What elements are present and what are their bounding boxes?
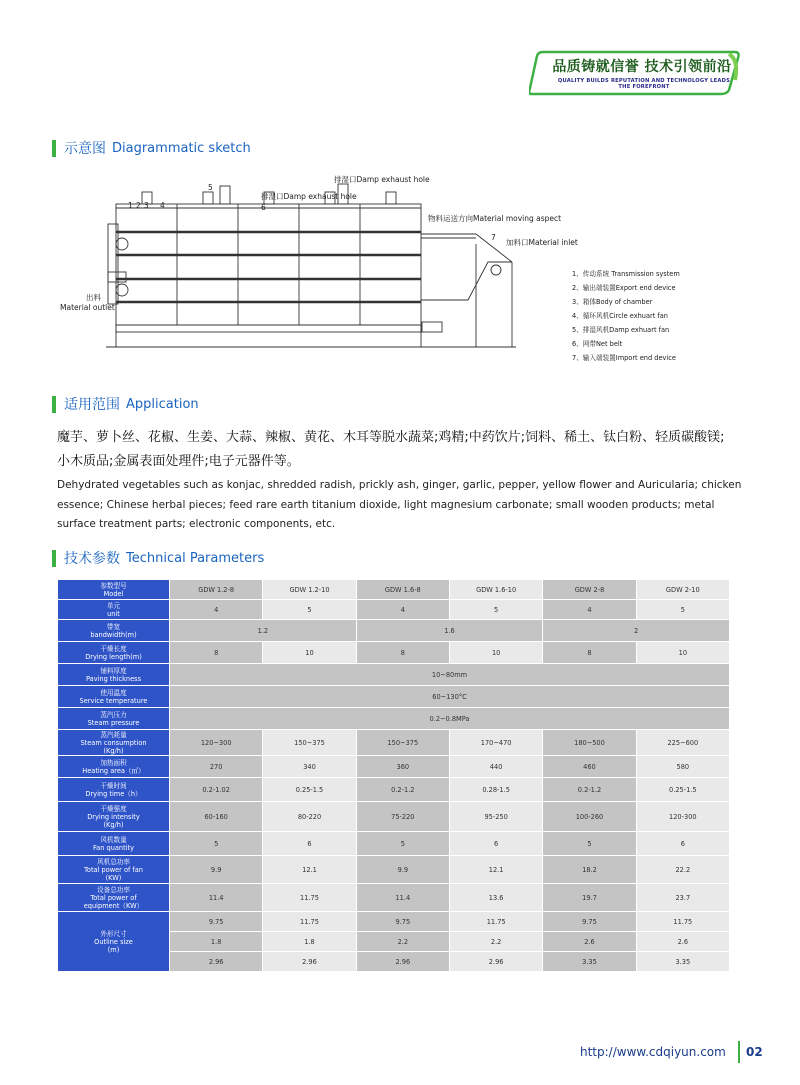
table-cell: GDW 1.2-10 xyxy=(263,580,356,600)
table-cell: 0.2-1.2 xyxy=(543,778,636,802)
table-cell: 0.2-1.02 xyxy=(170,778,263,802)
table-cell: 0.28-1.5 xyxy=(449,778,542,802)
table-cell: 2.2 xyxy=(356,932,449,952)
table-cell: 5 xyxy=(449,600,542,620)
table-cell: 11.75 xyxy=(636,912,729,932)
row-label: 使用温度 Service temperature xyxy=(58,686,170,708)
table-row-bandwidth xyxy=(58,620,730,642)
table-cell: 23.7 xyxy=(636,884,729,912)
table-cell: 4 xyxy=(170,600,263,620)
table-cell: 11.4 xyxy=(170,884,263,912)
table-row-model xyxy=(58,580,730,600)
row-label: 铺料厚度 Paving thickness xyxy=(58,664,170,686)
table-cell: GDW 1.6-10 xyxy=(449,580,542,600)
table-cell: 18.2 xyxy=(543,856,636,884)
table-cell: 12.1 xyxy=(263,856,356,884)
application-text-en: Dehydrated vegetables such as konjac, shredded radish, prickly ash, ginger, garlic, pepper, yellow flower and Auricularia; chicken essence; Chinese herbal pieces; feed rare earth titanium dioxide, light magnesium carbonate; small wooden products; metal surface treatment parts; electronic components, etc. xyxy=(57,479,742,530)
label-3: 3 xyxy=(144,201,149,210)
label-7: 7 xyxy=(491,233,496,242)
row-label: 设备总功率 Total power of equipment（KW） xyxy=(58,884,170,912)
section-title-cn: 示意图 xyxy=(64,141,106,157)
table-cell: 8 xyxy=(543,642,636,664)
section-title-cn: 技术参数 xyxy=(64,551,120,567)
table-cell: 8 xyxy=(170,642,263,664)
table-cell: GDW 2-10 xyxy=(636,580,729,600)
table-cell: 5 xyxy=(636,600,729,620)
row-label: 带宽 bandwidth(m) xyxy=(58,620,170,642)
table-cell: 4 xyxy=(543,600,636,620)
table-cell: 3.35 xyxy=(543,952,636,972)
table-cell: 225~600 xyxy=(636,730,729,756)
row-label: 干燥长度 Drying length(m) xyxy=(58,642,170,664)
table-cell: 1.8 xyxy=(170,932,263,952)
row-label: 干燥强度 Drying intensity (Kg/h) xyxy=(58,802,170,832)
table-cell: 13.6 xyxy=(449,884,542,912)
table-cell: 580 xyxy=(636,756,729,778)
label-2: 2 xyxy=(136,201,141,210)
table-cell: 9.75 xyxy=(356,912,449,932)
table-cell: 120~300 xyxy=(170,730,263,756)
table-cell: 9.75 xyxy=(543,912,636,932)
table-cell: 22.2 xyxy=(636,856,729,884)
chamber-body-shape xyxy=(116,204,421,332)
table-row-heating-area xyxy=(58,756,730,778)
table-cell: 5 xyxy=(356,832,449,856)
table-cell: 120-300 xyxy=(636,802,729,832)
table-cell: GDW 1.2-8 xyxy=(170,580,263,600)
table-cell: 2.96 xyxy=(449,952,542,972)
callout-material-moving: 物料运送方向Material moving aspect xyxy=(428,214,562,223)
row-label: 风机数量 Fan quantity xyxy=(58,832,170,856)
table-row-paving xyxy=(58,664,730,686)
table-cell: 360 xyxy=(356,756,449,778)
table-cell: 170~470 xyxy=(449,730,542,756)
row-label: 单元 unit xyxy=(58,600,170,620)
table-cell: 2.6 xyxy=(543,932,636,952)
row-label: 干燥时间 Drying time（h） xyxy=(58,778,170,802)
table-cell: 75-220 xyxy=(356,802,449,832)
table-cell: 12.1 xyxy=(449,856,542,884)
table-cell: 10 xyxy=(449,642,542,664)
table-cell: 6 xyxy=(636,832,729,856)
legend-item-5: 5、排湿风机Damp exhuart fan xyxy=(572,326,670,334)
table-cell: 180~500 xyxy=(543,730,636,756)
section-title-diagram xyxy=(52,139,251,157)
page-number: 02 xyxy=(746,1045,763,1059)
section-bar-icon xyxy=(52,140,56,157)
table-cell: 6 xyxy=(263,832,356,856)
table-cell: 10~80mm xyxy=(170,664,730,686)
table-cell: 9.9 xyxy=(170,856,263,884)
table-cell: 10 xyxy=(636,642,729,664)
row-label: 蒸汽耗量 Steam consumption (Kg/h) xyxy=(58,730,170,756)
table-cell: 1.2 xyxy=(170,620,357,642)
table-cell: 11.4 xyxy=(356,884,449,912)
label-4: 4 xyxy=(160,201,165,210)
table-cell: 2.6 xyxy=(636,932,729,952)
table-cell: 460 xyxy=(543,756,636,778)
table-row-fan-quantity xyxy=(58,832,730,856)
table-cell: 150~375 xyxy=(356,730,449,756)
table-cell: 2.96 xyxy=(356,952,449,972)
label-6: 6 xyxy=(261,203,266,212)
callout-material-inlet: 加料口Material inlet xyxy=(506,238,578,247)
table-row-drying-length xyxy=(58,642,730,664)
table-row-service-temp xyxy=(58,686,730,708)
section-title-cn: 适用范围 xyxy=(64,397,120,413)
table-cell: 11.75 xyxy=(263,912,356,932)
section-title-en: Application xyxy=(126,396,199,412)
table-cell: 60-160 xyxy=(170,802,263,832)
table-cell: 10 xyxy=(263,642,356,664)
legend-item-4: 4、循环风机Circle exhuart fan xyxy=(572,312,668,320)
table-row-unit xyxy=(58,600,730,620)
legend-item-2: 2、输出端装置Export end device xyxy=(572,284,676,292)
row-label: 蒸汽压力 Steam pressure xyxy=(58,708,170,730)
table-row-steam-pressure xyxy=(58,708,730,730)
legend-item-3: 3、箱体Body of chamber xyxy=(572,298,653,306)
row-label: 参数型号 Model xyxy=(58,580,170,600)
table-cell: 4 xyxy=(356,600,449,620)
table-cell: 5 xyxy=(543,832,636,856)
table-cell: 150~375 xyxy=(263,730,356,756)
section-title-application xyxy=(52,395,199,413)
label-1: 1 xyxy=(128,201,133,210)
table-cell: 270 xyxy=(170,756,263,778)
table-cell: GDW 2-8 xyxy=(543,580,636,600)
table-cell: 2.96 xyxy=(170,952,263,972)
table-row-fan-power xyxy=(58,856,730,884)
table-cell: 9.9 xyxy=(356,856,449,884)
table-cell: 95-250 xyxy=(449,802,542,832)
application-text-cn: 魔芋、萝卜丝、花椒、生姜、大蒜、辣椒、黄花、木耳等脱水蔬菜;鸡精;中药饮片;饲料、稀土、钛白粉、轻质碳酸镁;小木质品;金属表面处理件;电子元器件等。 xyxy=(57,430,725,469)
table-cell: 9.75 xyxy=(170,912,263,932)
section-bar-icon xyxy=(52,396,56,413)
slogan-chinese: 品质铸就信誉 技术引领前沿 xyxy=(552,59,732,75)
legend-item-6: 6、网带Net belt xyxy=(572,340,623,348)
legend-item-1: 1、传动系统 Transmission system xyxy=(572,270,680,278)
table-cell: 80-220 xyxy=(263,802,356,832)
table-row-steam-consumption xyxy=(58,730,730,756)
table-cell: 1.6 xyxy=(356,620,543,642)
label-5: 5 xyxy=(208,183,213,192)
brand-slogan-badge xyxy=(529,50,741,96)
table-cell: 11.75 xyxy=(449,912,542,932)
row-label: 外形尺寸 Outline size (m) xyxy=(58,912,170,972)
table-cell: 440 xyxy=(449,756,542,778)
table-cell: 5 xyxy=(263,600,356,620)
callout-outlet-cn: 出料 xyxy=(86,293,101,302)
callout-damp-exhaust-mid: 排湿口Damp exhaust hole xyxy=(261,192,357,201)
table-cell: 8 xyxy=(356,642,449,664)
table-cell: 2.2 xyxy=(449,932,542,952)
table-row-drying-intensity xyxy=(58,802,730,832)
table-cell: 0.25-1.5 xyxy=(263,778,356,802)
table-cell: 0.2~0.8MPa xyxy=(170,708,730,730)
table-row-equipment-power xyxy=(58,884,730,912)
table-cell: 5 xyxy=(170,832,263,856)
row-label: 风机总功率 Total power of fan (KW) xyxy=(58,856,170,884)
table-cell: 2.96 xyxy=(263,952,356,972)
table-cell: 0.25-1.5 xyxy=(636,778,729,802)
section-title-en: Diagrammatic sketch xyxy=(112,140,251,156)
section-title-en: Technical Parameters xyxy=(126,550,265,566)
table-cell: 6 xyxy=(449,832,542,856)
dryer-diagram xyxy=(56,172,716,372)
row-label: 加热面积 Heating area（㎡） xyxy=(58,756,170,778)
section-title-technical xyxy=(52,549,264,567)
callout-damp-exhaust-top: 排湿口Damp exhaust hole xyxy=(334,175,430,184)
legend-item-7: 7、输入端装置Import end device xyxy=(572,354,676,362)
table-cell: 11.75 xyxy=(263,884,356,912)
table-row-outline-length xyxy=(58,912,730,932)
table-cell: 340 xyxy=(263,756,356,778)
slogan-english: QUALITY BUILDS REPUTATION AND TECHNOLOGY LEADS THE FOREFRONT xyxy=(557,78,731,90)
table-cell: GDW 1.6-8 xyxy=(356,580,449,600)
table-cell: 60~130°C xyxy=(170,686,730,708)
technical-parameters-table xyxy=(57,579,730,972)
table-cell: 19.7 xyxy=(543,884,636,912)
callout-outlet-en: Material outlet xyxy=(60,303,115,312)
footer-website-link[interactable]: http://www.cdqiyun.com xyxy=(580,1045,726,1059)
table-cell: 100-260 xyxy=(543,802,636,832)
table-cell: 1.8 xyxy=(263,932,356,952)
footer-divider xyxy=(738,1041,740,1063)
table-cell: 3.35 xyxy=(636,952,729,972)
section-bar-icon xyxy=(52,550,56,567)
table-cell: 0.2-1.2 xyxy=(356,778,449,802)
table-row-drying-time xyxy=(58,778,730,802)
table-cell: 2 xyxy=(543,620,730,642)
